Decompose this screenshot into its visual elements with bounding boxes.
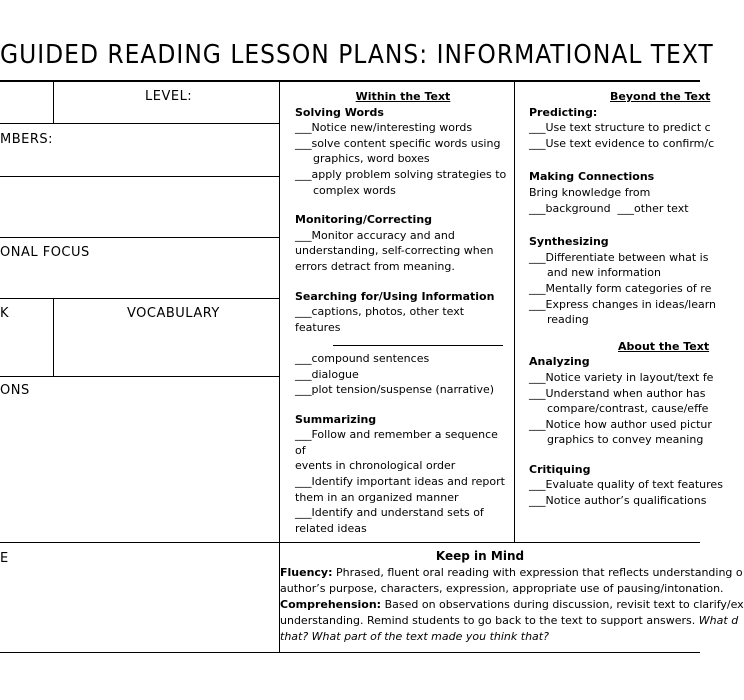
spacer xyxy=(295,398,511,412)
fluency-line-2: author’s purpose, characters, expression, appropriate use of pausing/intonation. xyxy=(280,582,724,595)
solving-words-heading: Solving Words xyxy=(295,105,384,119)
checklist-item: ___Express changes in ideas/learn xyxy=(529,297,717,311)
spacer xyxy=(529,216,700,234)
within-the-text-column xyxy=(295,89,511,536)
level-cell-divider xyxy=(53,80,54,123)
beyond-the-text-column xyxy=(529,89,723,509)
vocabulary-label: VOCABULARY xyxy=(127,306,220,321)
keep-in-mind-section xyxy=(280,548,744,645)
comprehension-question: that? What part of the text made you think that? xyxy=(280,630,549,643)
within-the-text-heading: Within the Text xyxy=(355,90,451,103)
questions-label: ONS xyxy=(0,383,30,398)
comprehension-line-3 xyxy=(280,629,700,645)
checklist-item: ___dialogue xyxy=(295,367,359,381)
checklist-item: ___Identify important ideas and report xyxy=(295,475,505,489)
monitoring-heading: Monitoring/Correcting xyxy=(295,213,433,227)
row-divider-4 xyxy=(0,298,279,299)
blank-line xyxy=(295,335,511,351)
text-line: Bring knowledge from xyxy=(529,185,651,199)
spacer xyxy=(529,328,700,339)
checklist-item: ___Follow and remember a sequence of xyxy=(295,428,498,457)
critiquing-heading: Critiquing xyxy=(529,462,591,476)
beyond-heading-row: Beyond the Text xyxy=(610,90,711,103)
checklist-item: ___plot tension/suspense (narrative) xyxy=(295,383,495,397)
text-line: them in an organized manner xyxy=(295,490,459,504)
checklist-item: ___Evaluate quality of text features xyxy=(529,478,723,492)
analyzing-heading: Analyzing xyxy=(529,355,590,369)
instructional-focus-label: ONAL FOCUS xyxy=(0,245,90,260)
checklist-item: ___Differentiate between what is xyxy=(529,250,709,264)
summarizing-heading: Summarizing xyxy=(295,412,377,426)
checklist-item: ___Notice author’s qualifications xyxy=(529,494,707,508)
title-divider xyxy=(0,80,700,82)
fluency-line-1 xyxy=(280,565,743,581)
bottom-border xyxy=(0,652,700,653)
checklist-item: ___Use text evidence to confirm/c xyxy=(529,136,715,150)
checklist-item: ___background ___other text xyxy=(529,201,689,215)
comprehension-text: Based on observations during discussion, revisit text to clarify/ex xyxy=(381,598,744,611)
vocab-cell-divider xyxy=(53,298,54,376)
level-label: LEVEL: xyxy=(145,89,193,104)
checklist-item-cont: complex words xyxy=(313,183,396,197)
row-divider-2 xyxy=(0,176,279,177)
text-line: related ideas xyxy=(295,521,367,535)
checklist-item: ___Identify and understand sets of xyxy=(295,506,484,520)
text-line: understanding, self-correcting when xyxy=(295,244,494,258)
checklist-item: ___Notice new/interesting words xyxy=(295,121,473,135)
checklist-item: ___apply problem solving strategies to xyxy=(295,167,507,181)
checklist-item: ___compound sentences xyxy=(295,351,430,365)
spacer xyxy=(295,198,511,212)
checklist-item: ___Notice variety in layout/text fe xyxy=(529,370,714,384)
middle-column-divider xyxy=(514,80,515,543)
text-line: events in chronological order xyxy=(295,459,456,473)
keep-in-mind-heading: Keep in Mind xyxy=(435,549,525,563)
checklist-item-cont: graphics, word boxes xyxy=(313,152,430,166)
row-divider-1 xyxy=(0,123,279,124)
fluency-text: Phrased, fluent oral reading with expression that reflects understanding o xyxy=(332,566,743,579)
page-title: GUIDED READING LESSON PLANS: INFORMATIONAL TEXT xyxy=(0,40,714,70)
text-line: reading xyxy=(547,313,589,327)
comprehension-line-2 xyxy=(280,613,739,629)
fluency-label: Fluency: xyxy=(280,566,333,579)
row-divider-5 xyxy=(0,376,279,377)
checklist-item: ___Use text structure to predict c xyxy=(529,121,711,135)
predicting-heading: Predicting: xyxy=(529,105,598,119)
making-connections-heading: Making Connections xyxy=(529,170,655,184)
text-line: graphics to convey meaning xyxy=(547,433,704,447)
about-heading-row: About the Text xyxy=(618,339,710,353)
keep-in-mind-divider xyxy=(0,542,700,543)
checklist-item: ___Notice how author used pictur xyxy=(529,417,712,431)
synthesizing-heading: Synthesizing xyxy=(529,235,609,249)
comprehension-question: What d xyxy=(695,614,739,627)
row-divider-3 xyxy=(0,237,279,238)
checklist-item: ___solve content specific words using xyxy=(295,136,501,150)
text-line: and new information xyxy=(547,266,661,280)
comprehension-label: Comprehension: xyxy=(280,598,382,611)
checklist-item: ___captions, photos, other text features xyxy=(295,305,465,334)
spacer xyxy=(295,275,511,289)
text-line: compare/contrast, cause/effe xyxy=(547,402,709,416)
checklist-item: ___Understand when author has xyxy=(529,386,706,400)
checklist-item: ___Monitor accuracy and and xyxy=(295,228,455,242)
members-label: MBERS: xyxy=(0,132,54,147)
text-line: errors detract from meaning. xyxy=(295,259,455,273)
comprehension-line-1 xyxy=(280,597,744,613)
spacer xyxy=(529,448,700,462)
book-label: K xyxy=(0,306,10,321)
comprehension-text: understanding. Remind students to go back to the text to support answers. xyxy=(280,614,696,627)
bottom-left-label: E xyxy=(0,551,9,566)
checklist-item: ___Mentally form categories of re xyxy=(529,281,712,295)
spacer xyxy=(529,151,700,169)
searching-heading: Searching for/Using Information xyxy=(295,289,495,303)
